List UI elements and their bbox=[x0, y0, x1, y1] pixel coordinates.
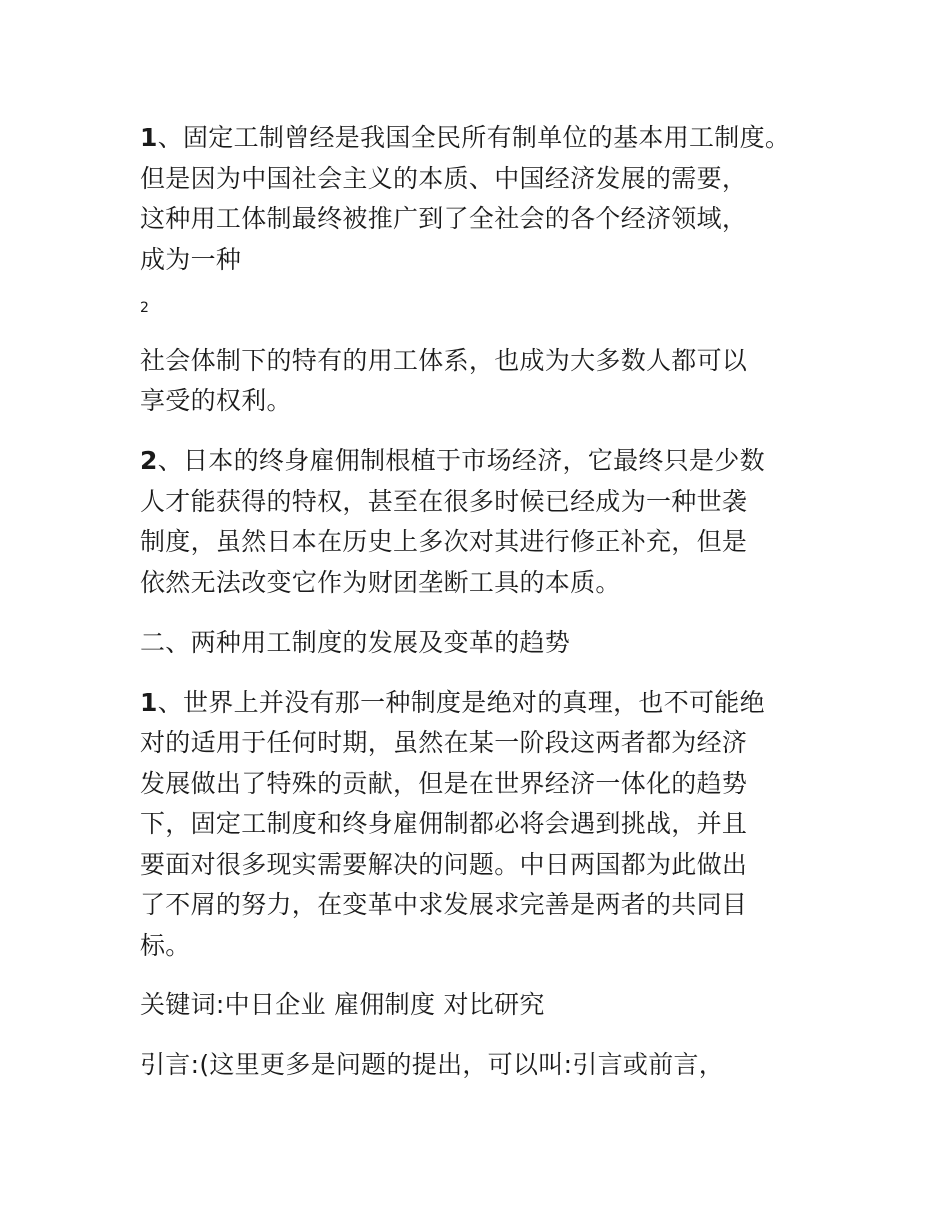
section-heading: 二、两种用工制度的发展及变革的趋势 bbox=[140, 628, 571, 657]
paragraph-2-line-2: 享受的权利。 bbox=[140, 386, 292, 415]
paragraph-4-line-2: 对的适用于任何时期，虽然在某一阶段这两者都为经济 bbox=[140, 728, 748, 757]
keywords-line: 关键词:中日企业 雇佣制度 对比研究 bbox=[140, 990, 545, 1019]
paragraph-4-line-4: 下，固定工制度和终身雇佣制都必将会遇到挑战，并且 bbox=[140, 809, 748, 838]
paragraph-4-line-7: 标。 bbox=[140, 931, 191, 960]
paragraph-1-line-2: 但是因为中国社会主义的本质、中国经济发展的需要， bbox=[140, 164, 748, 193]
paragraph-3-line-4: 依然无法改变它作为财团垄断工具的本质。 bbox=[140, 568, 621, 597]
paragraph-4-line-6: 了不屑的努力，在变革中求发展求完善是两者的共同目 bbox=[140, 890, 748, 919]
paragraph-4-line-5: 要面对很多现实需要解决的问题。中日两国都为此做出 bbox=[140, 850, 748, 879]
paragraph-3-line-1 bbox=[140, 446, 765, 476]
paragraph-4-line-3: 发展做出了特殊的贡献，但是在世界经济一体化的趋势 bbox=[140, 769, 748, 798]
line-text: 、世界上并没有那一种制度是绝对的真理，也不可能绝 bbox=[157, 688, 765, 717]
line-text: 、日本的终身雇佣制根植于市场经济，它最终只是少数 bbox=[157, 446, 765, 475]
item-number: 1 bbox=[140, 688, 158, 717]
page-number: 2 bbox=[140, 300, 149, 316]
paragraph-3-line-2: 人才能获得的特权，甚至在很多时候已经成为一种世袭 bbox=[140, 487, 748, 516]
paragraph-1-line-4: 成为一种 bbox=[140, 245, 242, 274]
paragraph-3-line-3: 制度，虽然日本在历史上多次对其进行修正补充，但是 bbox=[140, 527, 748, 556]
item-number: 1 bbox=[140, 123, 158, 152]
item-number: 2 bbox=[140, 446, 158, 475]
introduction-line: 引言:(这里更多是问题的提出，可以叫:引言或前言， bbox=[140, 1050, 725, 1079]
paragraph-1-line-1 bbox=[140, 123, 790, 153]
paragraph-1-line-3: 这种用工体制最终被推广到了全社会的各个经济领域， bbox=[140, 204, 748, 233]
line-text: 、固定工制曾经是我国全民所有制单位的基本用工制度。 bbox=[157, 123, 791, 152]
paragraph-2-line-1: 社会体制下的特有的用工体系，也成为大多数人都可以 bbox=[140, 346, 748, 375]
paragraph-4-line-1 bbox=[140, 688, 765, 718]
